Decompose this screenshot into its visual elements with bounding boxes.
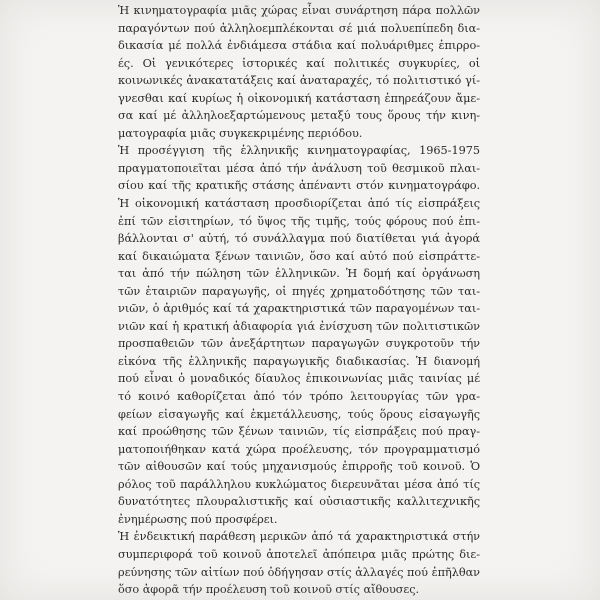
text-line: Ἡ ἐνδεικτική παράθεση μερικῶν ἀπό τά χαρακτηριστικά στήν bbox=[118, 530, 480, 544]
text-line: σα καί μέ ἀλληλοεξαρτώμενους μεταξύ τους ὅρους τήν κινη- bbox=[118, 109, 480, 123]
text-line: ματογραφία μιᾶς συγκεκριμένης περιόδου. bbox=[118, 126, 363, 140]
text-line: ἐπί τῶν εἰσιτηρίων, τό ὕψος τῆς τιμῆς, τούς φόρους πού ἐπι- bbox=[118, 214, 480, 228]
text-line: δικασία μέ πολλά ἐνδιάμεσα στάδια καί πολυάριθμες ἐπιρρο- bbox=[118, 39, 480, 53]
text-line: ές. Οἱ γενικότερες ἱστορικές καί πολιτικές συγκυρίες, οἱ bbox=[118, 56, 480, 70]
text-line: Ἡ προσέγγιση τῆς ἑλληνικῆς κινηματογραφίας, 1965-1975 bbox=[118, 144, 480, 158]
text-line: ται ἀπό τήν πώληση τῶν ἑλληνικῶν. Ἡ δομή καί ὀργάνωση bbox=[118, 267, 480, 281]
text-line: ρόλος τοῦ παράλληλου κυκλώματος διερευνᾶται μέσα ἀπό τίς bbox=[118, 477, 480, 491]
text-line: βάλλονται σ' αὐτή, τό συνάλλαγμα πού διατίθεται γιά ἀγορά bbox=[118, 232, 480, 246]
text-line: τῶν αἰθουσῶν καί τούς μηχανισμούς ἐπιρροῆς τοῦ κοινοῦ. Ὁ bbox=[118, 460, 480, 474]
text-line: ματοποιήθηκαν κατά χώρα προέλευσης, τόν προγραμματισμό bbox=[118, 442, 480, 456]
text-line: Ἡ κινηματογραφία μιᾶς χώρας εἶναι συνάρτηση πάρα πολλῶν bbox=[118, 4, 480, 17]
text-line: προσπαθειῶν τῶν ἀνεξάρτητων παραγωγῶν συγκροτοῦν τήν bbox=[118, 337, 480, 351]
text-line: τό κοινό καθορίζεται ἀπό τόν τρόπο λειτουργίας τῶν γρα- bbox=[118, 390, 480, 404]
text-line: φείων εἰσαγωγῆς καί ἐκμετάλλευσης, τούς ὅρους εἰσαγωγῆς bbox=[118, 407, 480, 421]
text-line: Ἡ οἰκονομική κατάσταση προσδιορίζεται ἀπό τίς εἰσπράξεις bbox=[118, 197, 480, 211]
text-line: ἐνημέρωσης πού προσφέρει. bbox=[118, 512, 278, 526]
text-line: σίου καί τῆς κρατικῆς στάσης ἀπέναντι στόν κινηματογράφο. bbox=[118, 179, 480, 193]
body-text bbox=[118, 2, 480, 599]
text-line: εἰκόνα τῆς ἑλληνικῆς παραγωγικῆς διαδικασίας. Ἡ διανομή bbox=[118, 354, 480, 368]
text-line: πού εἶναι ὁ μοναδικός δίαυλος ἐπικοινωνίας μιᾶς ταινίας μέ bbox=[118, 372, 480, 386]
text-line: τῶν ἑταιριῶν παραγωγῆς, οἱ πηγές χρηματοδότησης τῶν ται- bbox=[118, 284, 480, 298]
text-line: πραγματοποιεῖται μέσα ἀπό τήν ἀνάλυση τοῦ θεσμικοῦ πλαι- bbox=[118, 161, 480, 175]
text-line: ὅσο ἀφορᾶ τήν προέλευση τοῦ κοινοῦ στίς αἴθουσες. bbox=[118, 583, 420, 597]
text-line: καί προώθησης τῶν ξένων ταινιῶν, τίς εἰσπράξεις πού πραγ- bbox=[118, 425, 480, 439]
text-line: καί δικαιώματα ξένων ταινιῶν, ὅσο καί αὐτό πού εἰσπράττε- bbox=[118, 249, 480, 263]
text-line: γνεσθαι καί κυρίως ἡ οἰκονομική κατάσταση ἐπηρεάζουν ἄμε- bbox=[118, 91, 480, 105]
text-line: δυνατότητες πλουραλιστικῆς καί οὐσιαστικῆς καλλιτεχνικῆς bbox=[118, 495, 480, 509]
text-line: συμπεριφορά τοῦ κοινοῦ ἀποτελεῖ ἀπόπειρα μιᾶς πρώτης διε- bbox=[118, 547, 480, 561]
text-line: νιῶν, ὁ ἀριθμός καί τά χαρακτηριστικά τῶν παραγομένων ται- bbox=[118, 302, 480, 316]
text-line: παραγόντων πού ἀλληλοεμπλέκονται σέ μιά πολυεπίπεδη δια- bbox=[118, 21, 480, 35]
text-line: ρεύνησης τῶν αἰτίων πού ὁδήγησαν στίς ἀλλαγές πού ἐπῆλθαν bbox=[118, 565, 480, 579]
text-line: κοινωνικές ἀνακατατάξεις καί ἀναταραχές, τό πολιτιστικό γί- bbox=[118, 74, 480, 88]
text-line: νιῶν καί ἡ κρατική ἀδιαφορία γιά ἐνίσχυση τῶν πολιτιστικῶν bbox=[118, 319, 480, 333]
